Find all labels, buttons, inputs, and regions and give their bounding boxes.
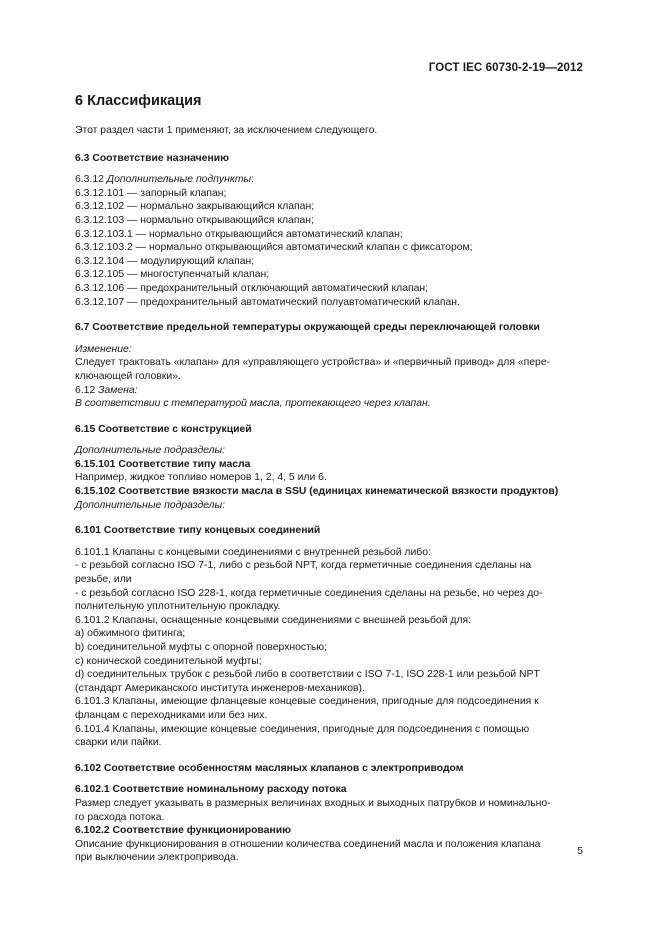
list-item: 6.3.12.104 — модулирующий клапан; — [75, 255, 255, 267]
section-6-101-4-line1: 6.101.4 Клапаны, имеющие концевые соединения, пригодные для подсоединения с помощью — [75, 723, 530, 735]
lead-colon: : — [251, 174, 255, 186]
section-6-102-2-line2: при выключении электропривода. — [75, 852, 239, 864]
list-item: 6.3.12.101 — запорный клапан; — [75, 187, 227, 199]
section-6-101-1b-line1: - с резьбой согласно ISO 228-1, когда герметичные соединения сделаны на резьбе, но через до- — [75, 587, 543, 599]
section-6-101-1a-line2: резьбе, или — [75, 574, 132, 586]
section-6-101-2d-line2: (стандарт Американского института инженеров-механиков). — [75, 682, 365, 694]
section-6-15-101-title: 6.15.101 Соответствие типу масла — [75, 458, 251, 470]
list-item: 6.3.12.105 — многоступенчатый клапан; — [75, 269, 270, 281]
section-6-15-102-addsub: Дополнительные подразделы: — [75, 499, 226, 511]
lead-text: Дополнительные подпункты — [106, 174, 252, 186]
list-item: 6.3.12.103.2 — нормально открывающийся автоматический клапан с фиксатором; — [75, 242, 473, 254]
document-body — [75, 92, 585, 865]
list-item: 6.3.12.102 — нормально закрывающийся клапан; — [75, 201, 315, 213]
list-item: 6.3.12.107 — предохранительный автоматический полуавтоматический клапан. — [75, 296, 460, 308]
section-6-101-1b-line2: полнительную уплотнительную прокладку. — [75, 601, 281, 613]
section-6-7-text-line1: Следует трактовать «клапан» для «управляющего устройства» и «первичный привод» для «пере- — [75, 357, 551, 369]
section-6-102-1-line1: Размер следует указывать в размерных величинах входных и выходных патрубков и номинально- — [75, 797, 551, 809]
section-6-12-body: В соответствии с температурой масла, протекающего через клапан. — [75, 398, 431, 410]
section-6-101-4-line2: сварки или пайки. — [75, 737, 162, 749]
section-6-3-title: 6.3 Соответствие назначению — [75, 152, 230, 164]
section-6-101-1a-line1: - с резьбой согласно ISO 7-1, либо с резьбой NPT, когда герметичные соединения сделаны на — [75, 560, 532, 572]
standard-designation: ГОСТ IEC 60730-2-19—2012 — [428, 62, 583, 74]
section-6-101-2c: c) конической соединительной муфты; — [75, 655, 262, 667]
list-item: 6.3.12.106 — предохранительный отключающий автоматический клапан; — [75, 282, 429, 294]
section-6-101-2b: b) соединительной муфты с опорной поверхностью; — [75, 642, 327, 653]
section-6-7-text-line2: ключающей головки». — [75, 370, 181, 382]
section-6-101-3-line1: 6.101.3 Клапаны, имеющие фланцевые концевые соединения, пригодные для подсоединения к — [75, 696, 539, 708]
section-6-102-title: 6.102 Соответствие особенностям масляных клапанов с электроприводом — [75, 762, 464, 774]
section-6-15-addsub: Дополнительные подразделы: — [75, 445, 226, 457]
section-6-12-replacement — [75, 384, 585, 398]
section-6-101-title: 6.101 Соответствие типу концевых соединений — [75, 525, 321, 537]
section-6-101-1: 6.101.1 Клапаны с концевыми соединениями с внутренней резьбой либо: — [75, 546, 431, 558]
list-item: 6.3.12.103.1 — нормально открывающийся автоматический клапан; — [75, 228, 403, 240]
section-6-102-2-line1: Описание функционирования в отношении количества соединений масла и положения клапана — [75, 838, 541, 850]
section-6-15-101-text: Например, жидкое топливо номеров 1, 2, 4, 5 или 6. — [75, 472, 327, 484]
section-6-intro: Этот раздел части 1 применяют, за исключением следующего. — [75, 125, 378, 136]
section-6-3-lead — [75, 173, 585, 187]
section-6-102-2-title: 6.102.2 Соответствие функционированию — [75, 825, 291, 837]
section-6-101-3-line2: фланцам с переходниками или без них. — [75, 709, 268, 721]
section-6-101-2a: a) обжимного фитинга; — [75, 628, 186, 640]
section-6-title: 6 Классификация — [75, 93, 202, 109]
replacement-label: Замена: — [98, 384, 138, 396]
section-6-102-1-title: 6.102.1 Соответствие номинальному расходу потока — [75, 784, 347, 796]
section-6-102-1-line2: го расхода потока. — [75, 811, 165, 823]
section-6-7-title: 6.7 Соответствие предельной температуры окружающей среды переключающей головки — [75, 322, 540, 334]
section-6-101-2d-line1: d) соединительных трубок с резьбой либо в соответствии с ISO 7-1, ISO 228-1 или резьбой NPT — [75, 669, 540, 681]
replacement-number: 6.12 — [75, 384, 99, 396]
list-item: 6.3.12.103 — нормально открывающийся клапан; — [75, 214, 314, 226]
section-6-15-title: 6.15 Соответствие с конструкцией — [75, 423, 252, 435]
section-6-101-2: 6.101.2 Клапаны, оснащенные концевыми соединениями с внешней резьбой для: — [75, 614, 472, 626]
section-6-3-list — [75, 173, 585, 309]
lead-number: 6.3.12 — [75, 174, 107, 186]
section-6-15-102-title: 6.15.102 Соответствие вязкости масла в SSU (единицах кинематической вязкости продуктов) — [75, 486, 559, 498]
section-6-7-change: Изменение: — [75, 343, 132, 355]
page-number: 5 — [577, 845, 583, 857]
